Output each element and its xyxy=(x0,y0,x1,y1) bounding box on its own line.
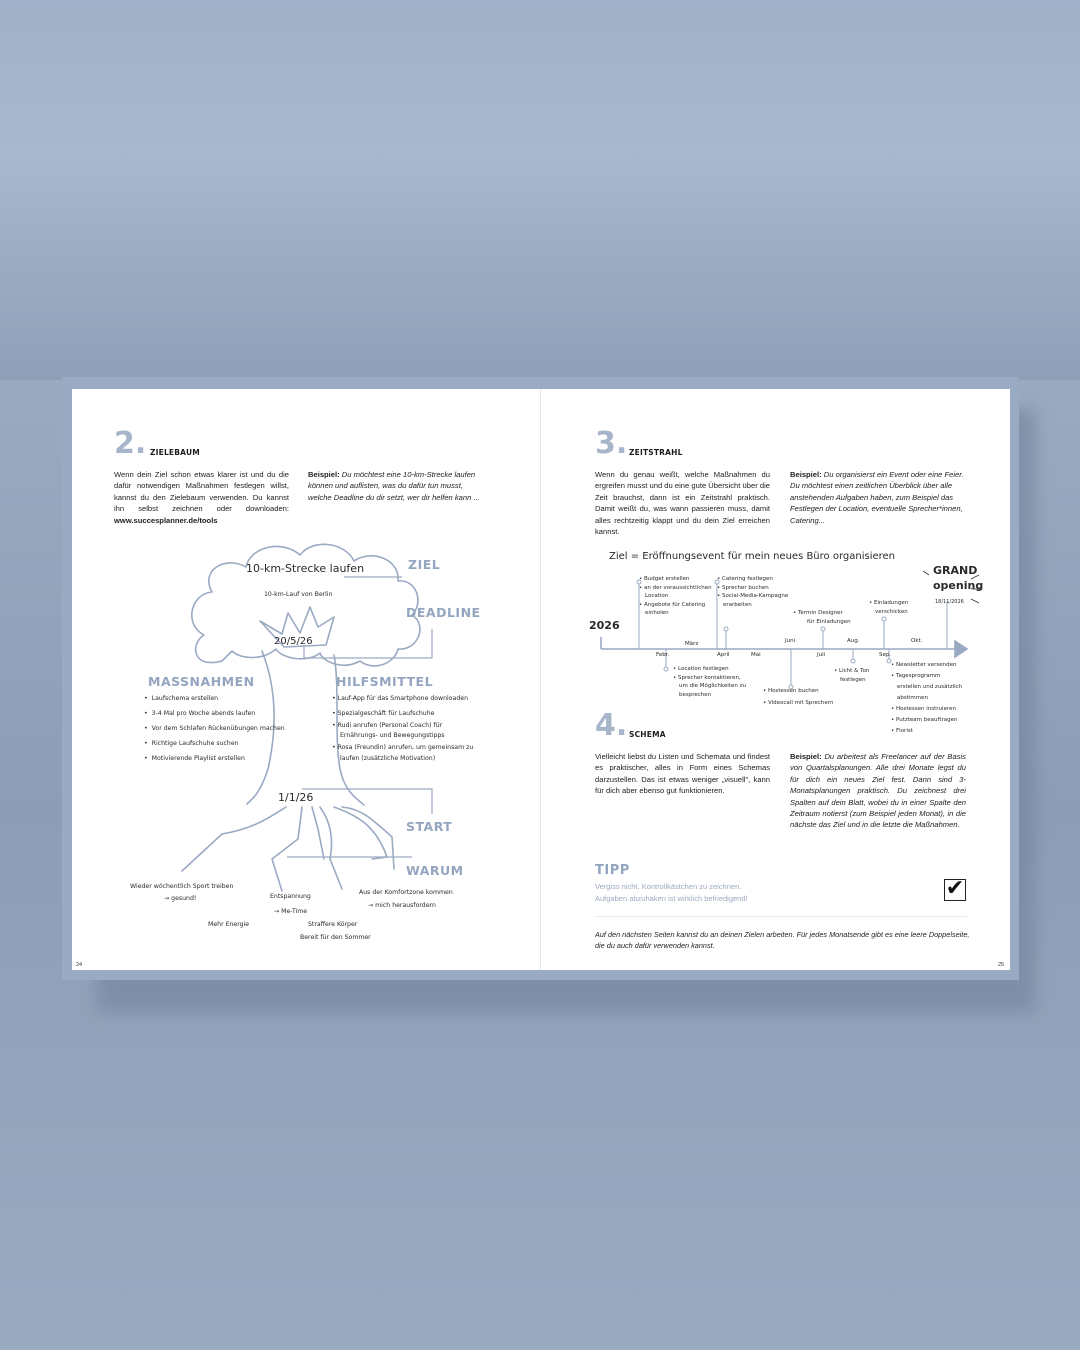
list-item-cont: Location xyxy=(645,593,669,599)
example-text: Du organisierst ein Event oder eine Feier. Du möchtest einen zeitlichen Überblick über alle anstehenden Aufgaben haben, zum Beispiel das Festlegen der Location, eventuelle Sprecher*innen, Catering... xyxy=(790,470,964,525)
goal-title: 10-km-Strecke laufen xyxy=(246,562,365,575)
list-item: • Videocall mit Sprechern xyxy=(763,700,834,706)
tasks-below-2 xyxy=(763,685,833,709)
section-heading: ZIELEBAUM xyxy=(150,448,200,457)
list-item: • Social-Media-Kampagne xyxy=(717,593,789,599)
reason-5b: → mich herausfordern xyxy=(368,902,436,909)
tools-link[interactable]: www.succesplanner.de/tools xyxy=(114,515,218,525)
reason-4b: Bereit für den Sommer xyxy=(300,934,371,941)
tasks-below-4 xyxy=(891,660,962,737)
tasks-above-2 xyxy=(717,575,788,609)
month-label: Juli xyxy=(817,652,826,658)
list-item: • Tagesprogramm xyxy=(891,673,941,679)
list-item-cont: verschicken xyxy=(875,608,908,615)
list-item: • Location festlegen xyxy=(673,666,729,672)
example-label: Beispiel: xyxy=(790,470,822,479)
footer-note: Auf den nächsten Seiten kannst du an deinen Zielen arbeiten. Für jedes Monatsende gibt es eine leere Doppelseite, die du auch dafür verwenden kannst. xyxy=(595,930,970,951)
month-label: April xyxy=(717,652,730,658)
example-text: Du arbeitest als Freelancer auf der Basis von Quartalsplanungen. Alle drei Monate legst du für dich ein neues Ziel fest. Dann sind 3-Monatsplanungen praktisch. Du zeichnest drei Spalten auf dein Blatt, wobei du in einer Spalte den Zeitraum notierst (zum Beispiel jeden Monat), in die nächste das Ziel und in die letzte die Maßnahmen. xyxy=(790,752,966,830)
month-label: Mai xyxy=(751,652,761,658)
list-item: • Motivierende Playlist erstellen xyxy=(144,751,285,766)
reason-2: Mehr Energie xyxy=(208,921,250,928)
list-item: • Vor dem Schlafen Rückenübungen machen xyxy=(144,721,285,736)
list-item-cont: laufen (zusätzliche Motivation) xyxy=(340,755,436,762)
list-item: • Rudi anrufen (Personal Coach) für xyxy=(332,722,443,729)
section-heading: SCHEMA xyxy=(629,730,666,739)
intro-text: Wenn dein Ziel schon etwas klarer ist und du die dafür notwendigen Maßnahmen festlegen willst, kannst du den Zielebaum verwenden. Du kannst ihn selbst zeichnen oder downloaden: xyxy=(114,470,289,514)
reason-1b: → gesund! xyxy=(164,895,197,902)
month-label: Sep. xyxy=(879,652,892,658)
list-item-cont: festlegen xyxy=(840,676,866,683)
reason-3: Entspannung xyxy=(270,893,311,900)
month-label: Febr. xyxy=(656,652,670,658)
tick-dot xyxy=(821,627,825,631)
right-page xyxy=(541,389,1010,970)
grand-sparkle xyxy=(923,571,984,603)
section-intro: Wenn du genau weißt, welche Maßnahmen du ergreifen musst und du eine gute Übersicht über die Zeit brauchst, dann ist ein Zeitstrahl praktisch. Damit weißt du, was wann passieren muss, damit alles rechtzeitig klappt und du dein Ziel erreichen kannst. xyxy=(595,470,770,537)
list-item-cont: erstellen und zusätzlich xyxy=(897,684,963,690)
section-intro: Vielleicht liebst du Listen und Schemata und findest es praktischer, alles in Form eines Schemas darzustellen. Das ist etwas weniger „visuell", kann für dich aber ebenso gut funktionieren. xyxy=(595,752,770,796)
background-blur xyxy=(0,0,1080,380)
section-example xyxy=(790,751,966,831)
deadline-date: 20/5/26 xyxy=(274,636,313,647)
opening-text: opening xyxy=(933,579,984,592)
page-number: 24 xyxy=(76,962,83,968)
reason-1: Wieder wöchentlich Sport treiben xyxy=(130,883,234,890)
list-item: • Catering festlegen xyxy=(717,576,773,582)
tasks-above-1 xyxy=(639,575,712,618)
example-label: Beispiel: xyxy=(308,470,340,479)
reason-3b: → Me-Time xyxy=(274,908,308,915)
list-item: • 3-4 Mal pro Woche abends laufen xyxy=(144,706,285,721)
start-date: 1/1/26 xyxy=(278,791,314,804)
tick-dot xyxy=(664,667,668,671)
list-item: • Sprecher kontaktieren, xyxy=(673,674,741,681)
month-label: Juni xyxy=(785,638,796,644)
list-item: • Florist xyxy=(891,728,913,734)
timeline-arrow xyxy=(955,641,967,657)
reason-5: Aus der Komfortzone kommen xyxy=(359,889,453,896)
label-deadline: DEADLINE xyxy=(406,605,481,620)
list-item: • Licht & Ton xyxy=(834,668,870,674)
section-number: 3. xyxy=(595,426,628,461)
tipp-line-2: Aufgaben abzuhaken ist wirklich befriedigend! xyxy=(595,894,748,903)
list-item-cont: Ernährungs- und Bewegungstipps xyxy=(340,732,445,739)
example-text: Du möchtest eine 10-km-Strecke laufen können und auflisten, was du dafür tun musst, welche Deadline du dir setzt, wer dir helfen kann ... xyxy=(308,470,480,502)
list-item: • Hostessen instruieren xyxy=(891,706,956,712)
roots xyxy=(182,807,394,891)
list-item-cont: für Einladungen xyxy=(807,618,851,625)
tasks-below-1 xyxy=(673,665,746,699)
list-item: • Laufschema erstellen xyxy=(144,691,285,706)
divider xyxy=(595,916,967,917)
list-item: • an der voraussichtlichen xyxy=(639,584,712,591)
month-label: März xyxy=(685,641,699,647)
section-heading: ZEITSTRAHL xyxy=(629,448,683,457)
label-start: START xyxy=(406,819,453,834)
list-item-cont: abstimmen xyxy=(897,695,928,701)
label-warum: WARUM xyxy=(406,863,464,878)
list-item: • Budget erstellen xyxy=(639,576,690,582)
example-label: Beispiel: xyxy=(790,752,822,761)
tick-dot xyxy=(851,659,855,663)
list-item: • Rosa (Freundin) anrufen, um gemeinsam zu xyxy=(332,744,474,751)
left-page xyxy=(72,389,541,970)
goal-subtitle: 10-km-Lauf von Berlin xyxy=(264,591,333,598)
list-item: • Termin Designer xyxy=(793,610,843,616)
tasks-below-3 xyxy=(834,667,869,684)
section-number: 4. xyxy=(595,708,628,743)
grand-text: GRAND xyxy=(933,564,978,577)
list-item: • Sprecher buchen xyxy=(717,584,769,591)
list-item: • Hostessen buchen xyxy=(763,688,819,694)
reason-4: Straffere Körper xyxy=(308,921,358,928)
grand-date: 18/11/2026 xyxy=(935,599,964,605)
list-item: • Einladungen xyxy=(869,600,909,606)
massnahmen-list xyxy=(144,691,285,766)
list-item-cont: besprechen xyxy=(679,691,712,698)
list-item: • Angebote für Catering xyxy=(639,601,706,608)
page-number: 25 xyxy=(998,962,1005,968)
hilfsmittel-list xyxy=(332,691,473,763)
list-item-cont: einholen xyxy=(645,610,669,616)
list-item: • Putzteam beauftragen xyxy=(891,717,958,723)
label-massnahmen: MASSNAHMEN xyxy=(148,674,255,689)
list-item: • Spezialgeschäft für Laufschuhe xyxy=(332,710,435,717)
list-item: • Richtige Laufschuhe suchen xyxy=(144,736,285,751)
tipp-heading: TIPP xyxy=(595,863,630,878)
tick-dot xyxy=(882,617,886,621)
list-item-cont: erarbeiten xyxy=(723,601,752,608)
tasks-above-4 xyxy=(869,599,908,616)
list-item-cont: um die Möglichkeiten zu xyxy=(679,683,746,689)
month-label: Okt. xyxy=(911,638,923,644)
label-ziel: ZIEL xyxy=(408,557,441,572)
tick-dot xyxy=(724,627,728,631)
checkbox-icon: ✔ xyxy=(945,876,965,901)
list-item: • Lauf-App für das Smartphone downloaden xyxy=(332,695,468,702)
label-hilfsmittel: HILFSMITTEL xyxy=(336,674,434,689)
timeline-year: 2026 xyxy=(589,619,620,632)
tipp-line-1: Vergiss nicht, Kontrollkästchen zu zeichnen. xyxy=(595,882,742,891)
section-number: 2. xyxy=(114,426,147,461)
tasks-above-3 xyxy=(793,609,851,626)
month-label: Aug. xyxy=(847,638,860,644)
list-item: • Newsletter versenden xyxy=(891,662,957,668)
timeline-title: Ziel = Eröffnungsevent für mein neues Büro organisieren xyxy=(609,551,896,562)
